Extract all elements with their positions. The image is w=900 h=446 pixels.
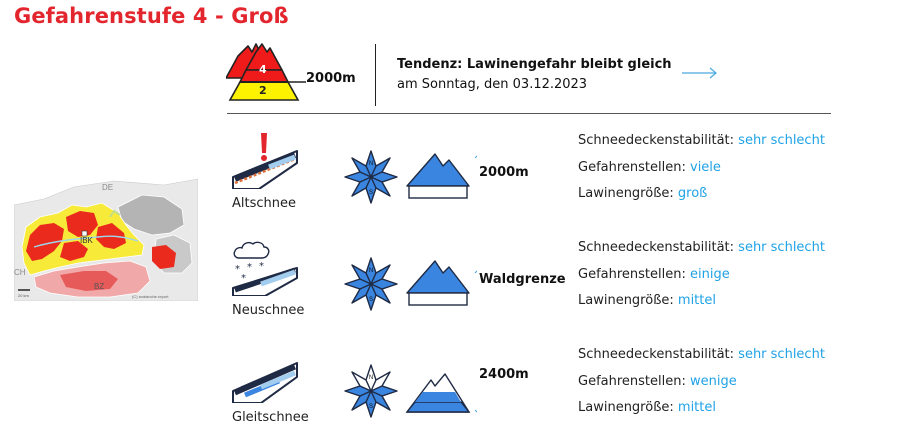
stability-line [578,240,825,255]
size-value: mittel [677,293,716,308]
problem-row-neuschnee [0,225,900,333]
problem-row-altschnee [0,118,900,226]
elevation-value: 2400m [479,367,529,382]
compass-n: N [368,161,374,167]
stability-label: Schneedeckenstabilität: [578,133,739,148]
frequency-value: wenige [690,374,737,389]
frequency-label: Gefahrenstellen: [578,160,690,175]
aspect-rose-icon [344,364,398,418]
compass-s: S [368,404,374,410]
tendency-title: Tendenz: Lawinengefahr bleibt gleich [397,57,672,72]
arrow-right-icon [680,66,720,80]
frequency-value: einige [690,267,730,282]
elevation-below-icon [405,360,477,418]
map-copyright: (C) avalanche.report [132,294,169,299]
frequency-line [578,374,737,389]
upper-level-label: 4 [259,63,267,76]
tendency-date: am Sonntag, den 03.12.2023 [397,77,588,92]
header-separator [227,113,831,114]
svg-text:*: * [235,264,240,275]
frequency-label: Gefahrenstellen: [578,267,690,282]
size-value: groß [677,186,708,201]
size-line [578,293,716,308]
elevation-value: Waldgrenze [479,272,566,287]
problem-row-gleitschnee [0,332,900,440]
svg-text:*: * [247,262,252,273]
lower-level-label: 2 [259,84,267,97]
stability-label: Schneedeckenstabilität: [578,240,739,255]
size-line [578,186,707,201]
size-label: Lawinengröße: [578,186,678,201]
frequency-label: Gefahrenstellen: [578,374,690,389]
header-divider [375,44,376,106]
svg-text:*: * [259,261,264,272]
compass-s: S [368,297,374,303]
compass-s: S [368,190,374,196]
map-label-bz: BZ [94,282,105,291]
map-label-de: DE [102,183,114,192]
pyramid-elevation: 2000m [306,71,356,86]
elevation-value: 2000m [479,165,529,180]
problem-label: Neuschnee [232,303,305,318]
svg-text:*: * [241,273,246,284]
stability-value: sehr schlecht [738,240,825,255]
problem-label: Gleitschnee [232,410,309,425]
stability-value: sehr schlecht [738,133,825,148]
compass-n: N [368,375,374,381]
problem-label: Altschnee [232,196,296,211]
aspect-rose-icon [344,257,398,311]
size-label: Lawinengröße: [578,293,678,308]
size-value: mittel [677,400,716,415]
map-label-ibk: IBK [80,236,93,245]
size-line [578,400,716,415]
new-snow-icon [231,240,299,296]
map-scale: 20 km [18,293,29,298]
stability-line [578,347,825,362]
gliding-snow-icon [231,347,299,403]
frequency-line [578,160,721,175]
danger-level-title: Gefahrenstufe 4 - Groß [14,4,289,28]
elevation-above-icon [405,253,477,311]
stability-value: sehr schlecht [738,347,825,362]
elevation-above-icon [405,146,477,204]
stability-label: Schneedeckenstabilität: [578,347,739,362]
frequency-value: viele [690,160,721,175]
compass-n: N [368,268,374,274]
aspect-rose-icon [344,150,398,204]
stability-line [578,133,825,148]
persistent-weak-layer-icon [231,133,299,189]
size-label: Lawinengröße: [578,400,678,415]
frequency-line [578,267,730,282]
map-label-ch: CH [14,268,26,277]
